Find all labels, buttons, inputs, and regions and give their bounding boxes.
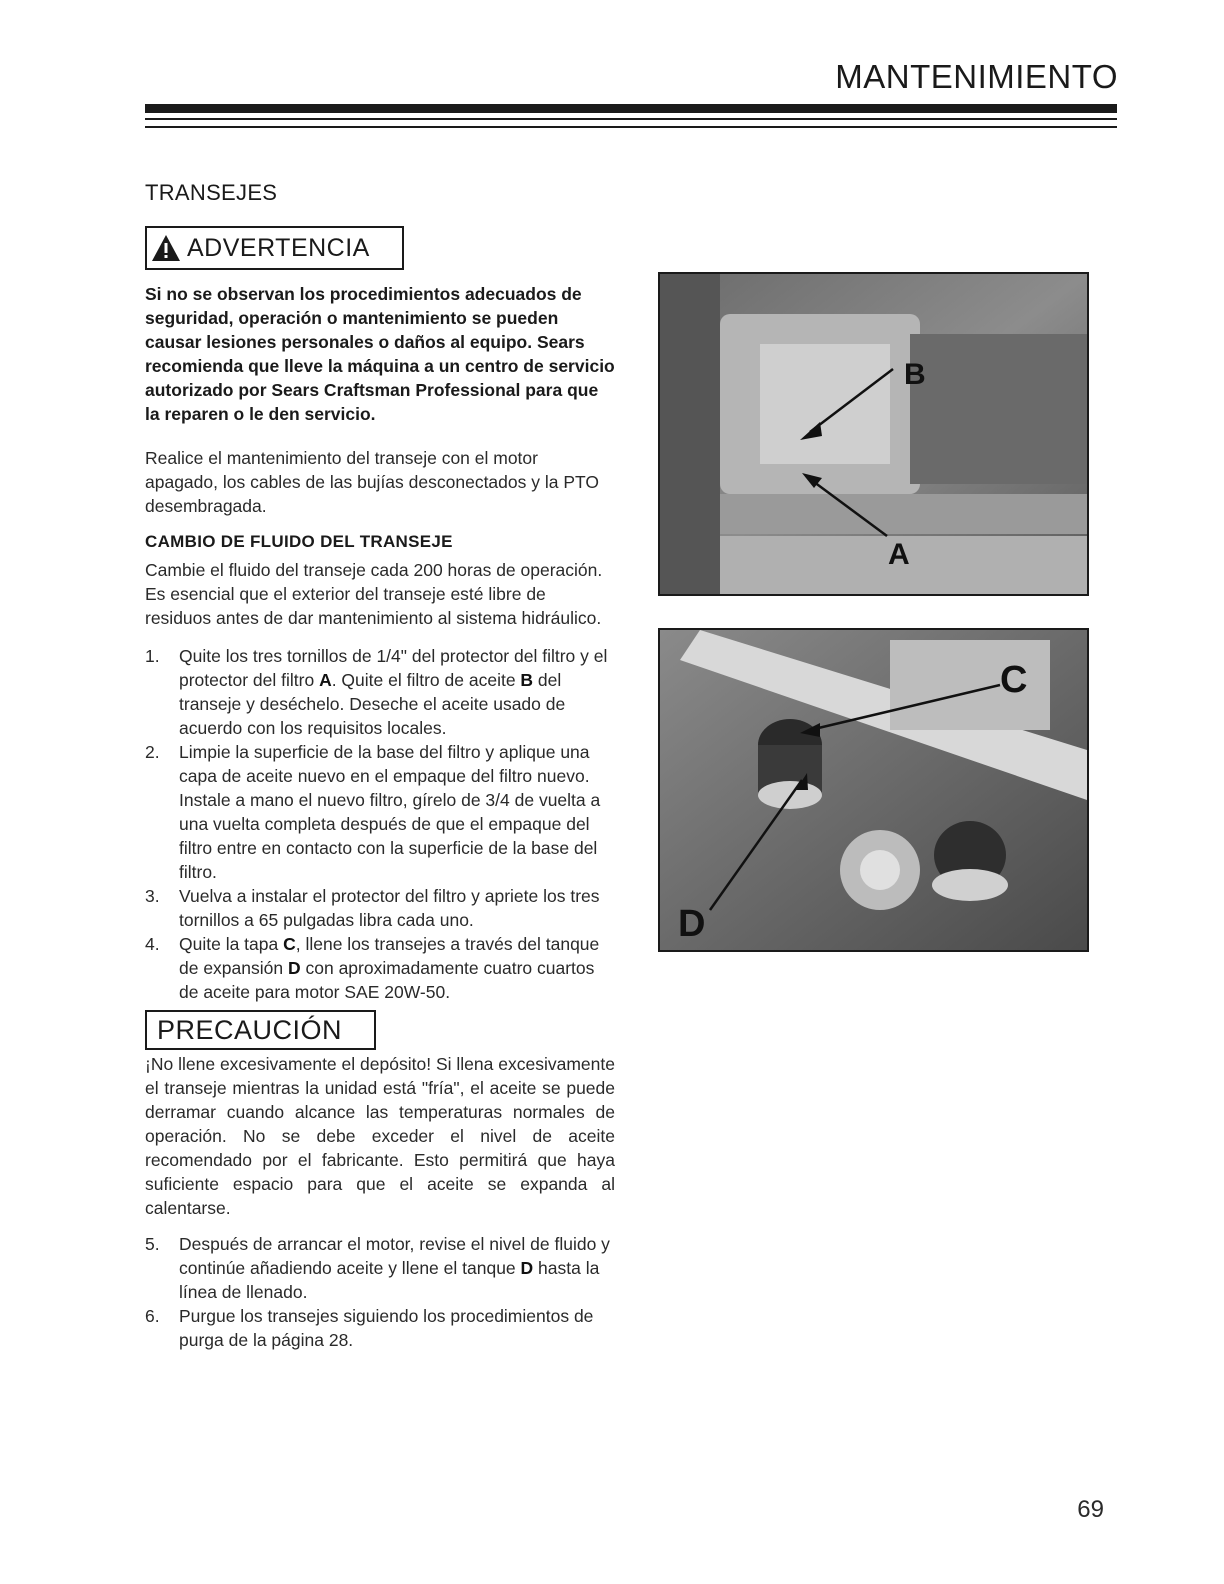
step-text-fragment: del transeje y deséchelo. Deseche el aceite usado de acuerdo con los requisitos locales. <box>179 670 566 738</box>
step-text <box>179 1232 615 1304</box>
caution-label: PRECAUCIÓN <box>145 1010 376 1050</box>
figure-label-a: A <box>888 538 910 571</box>
step-text-fragment: con aproximadamente cuatro cuartos de aceite para motor SAE 20W-50. <box>179 958 595 1002</box>
expansion-tank-photo <box>658 628 1089 952</box>
transaxle-filter-photo <box>658 272 1089 596</box>
step-text-fragment: Quite los tres tornillos de 1/4" del protector del filtro y el protector del filtro <box>179 646 608 690</box>
step-text-fragment: Vuelva a instalar el protector del filtro y apriete los tres tornillos a 65 pulgadas libra cada uno. <box>179 886 600 930</box>
part-reference: D <box>287 958 301 978</box>
step-text <box>179 884 615 932</box>
step-text <box>179 1304 615 1352</box>
subsection-title: CAMBIO DE FLUIDO DEL TRANSEJE <box>145 532 453 551</box>
left-column <box>145 180 615 1352</box>
warning-label-box <box>145 226 404 270</box>
step-text <box>179 644 615 740</box>
step-number: 1. <box>145 646 160 666</box>
step-number: 2. <box>145 742 160 762</box>
step-text-fragment: Quite la tapa <box>179 934 284 954</box>
step-text-fragment: hasta la línea de llenado. <box>179 1258 600 1302</box>
page-number: 69 <box>1077 1496 1104 1523</box>
step-text <box>179 740 615 884</box>
step-item <box>145 1232 615 1304</box>
header-rule-thin <box>145 126 1117 128</box>
intro-paragraph: Realice el mantenimiento del transeje con el motor apagado, los cables de las bujías desconectados y la PTO desembragada. <box>145 448 599 516</box>
figure-label-d: D <box>678 903 706 945</box>
warning-label: ADVERTENCIA <box>187 233 370 262</box>
page-header-title: MANTENIMIENTO <box>835 58 1118 95</box>
step-number: 4. <box>145 934 160 954</box>
step-item <box>145 884 615 932</box>
step-item <box>145 740 615 884</box>
caution-text: ¡No llene excesivamente el depósito! Si llena excesivamente el transeje mientras la unidad está "fría", el aceite se puede derramar cuando alcance las temperaturas normales de operación. No se debe exceder el nivel de aceite recomendado por el fabricante. Esto permitirá que haya suficiente espacio para que el aceite se expanda al calentarse. <box>145 1054 615 1218</box>
step-number: 5. <box>145 1234 160 1254</box>
part-reference: D <box>520 1258 534 1278</box>
header-rule-thin <box>145 118 1117 120</box>
figure-label-c: C <box>1000 659 1028 701</box>
step-number: 3. <box>145 886 160 906</box>
steps-list <box>145 1232 615 1352</box>
step-text-fragment: Limpie la superficie de la base del filtro y aplique una capa de aceite nuevo en el empaque del filtro nuevo. Instale a mano el nuevo filtro, gírelo de 3/4 de vuelta a una vuelta completa después de que el empaque del filtro entre en contacto con la superficie de la base del filtro. <box>179 742 601 882</box>
step-text-fragment: Después de arrancar el motor, revise el nivel de fluido y continúe añadiendo aceite y llene el tanque <box>179 1234 610 1278</box>
header-rule-thick <box>145 104 1117 113</box>
part-reference: C <box>283 934 296 954</box>
fluid-change-intro: Cambie el fluido del transeje cada 200 horas de operación. Es esencial que el exterior del transeje esté libre de residuos antes de dar mantenimiento al sistema hidráulico. <box>145 560 603 628</box>
section-title: TRANSEJES <box>145 180 278 205</box>
figure-label-b: B <box>904 358 926 391</box>
step-text-fragment: . Quite el filtro de aceite <box>331 670 521 690</box>
step-item <box>145 1304 615 1352</box>
warning-triangle-icon <box>151 234 181 262</box>
step-item <box>145 644 615 740</box>
step-item <box>145 932 615 1004</box>
part-reference: B <box>520 670 534 690</box>
step-text-fragment: , llene los transejes a través del tanque de expansión <box>179 934 600 978</box>
part-reference: A <box>319 670 332 690</box>
step-text <box>179 932 615 1004</box>
step-text-fragment: Purgue los transejes siguiendo los procedimientos de purga de la página 28. <box>179 1306 594 1350</box>
steps-list <box>145 644 615 1004</box>
warning-text: Si no se observan los procedimientos adecuados de seguridad, operación o mantenimiento se pueden causar lesiones personales o daños al equipo. Sears recomienda que lleve la máquina a un centro de servicio autorizado por Sears Craftsman Professional para que la reparen o le den servicio. <box>145 284 615 424</box>
step-number: 6. <box>145 1306 160 1326</box>
